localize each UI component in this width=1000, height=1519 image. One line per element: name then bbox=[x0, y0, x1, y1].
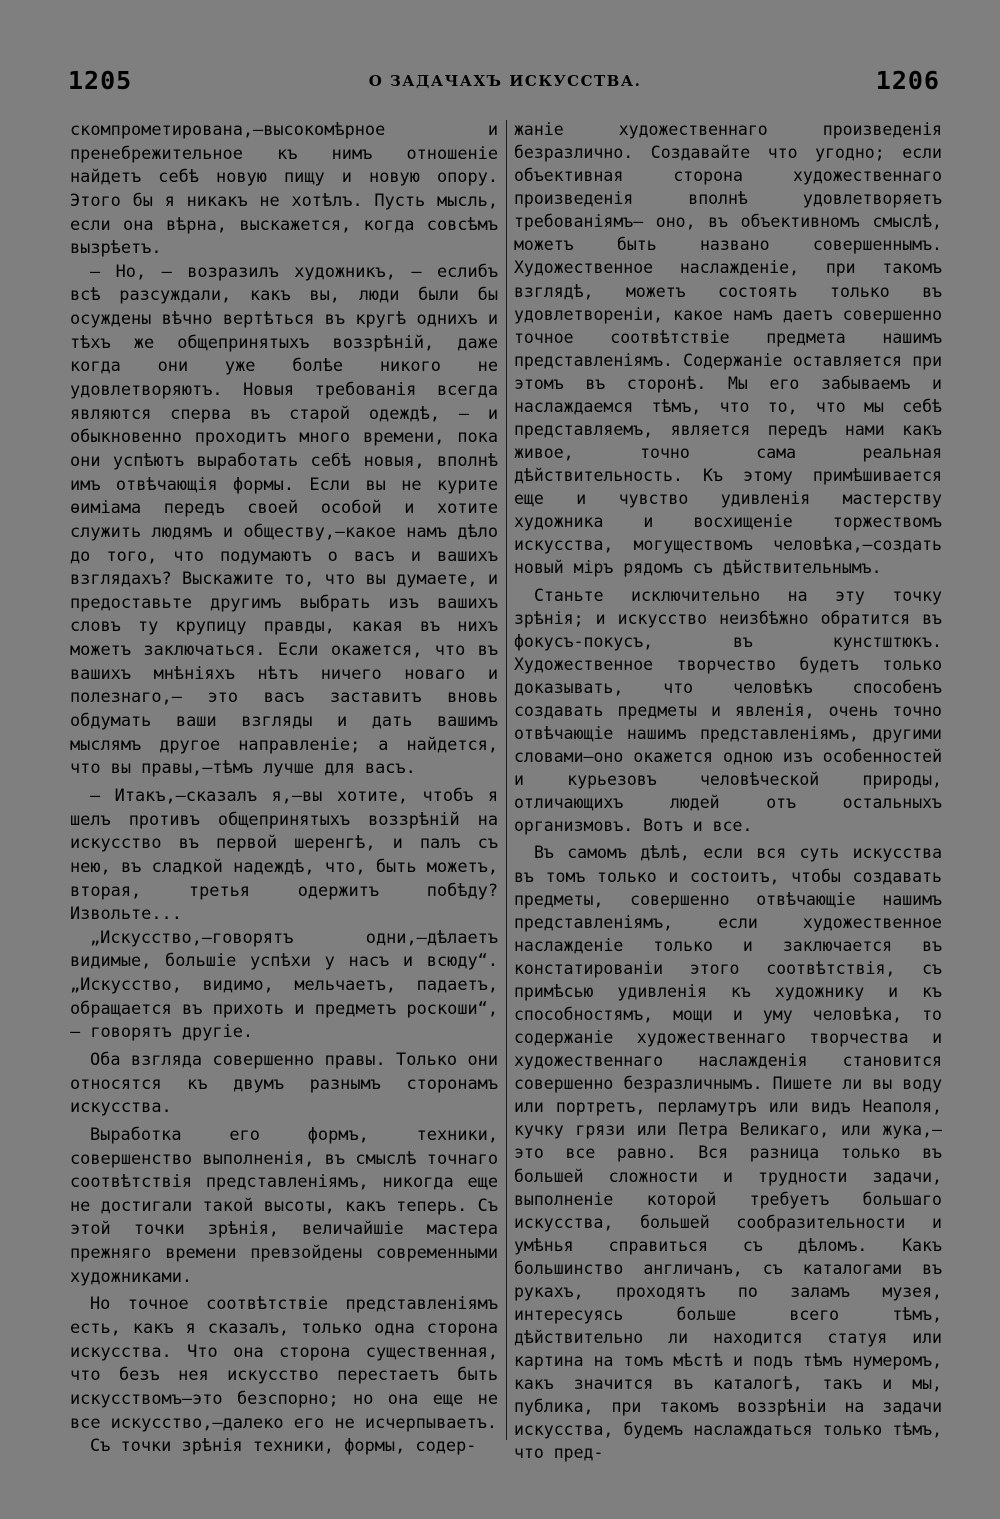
paragraph: — Но, — возразилъ художникъ, — еслибъ всѣ разсуждали, какъ вы, люди были бы осуждены вѣчно вертѣться въ кругѣ однихъ и тѣхъ же общепринятыхъ воззрѣній, даже когда они уже болѣе никого не удовлетворяютъ. Новыя требованія всегда являются сперва въ старой одеждѣ, — и обыкновенно проходитъ много времени, пока они успѣютъ выработать себѣ новыя, вполнѣ имъ отвѣчающія формы. Если вы не курите ѳиміама передъ своей особой и хотите служить людямъ и обществу,—какое намъ дѣло до того, что подумаютъ о васъ и вашихъ взглядахъ? Выскажите то, что вы думаете, и предоставьте другимъ выбрать изъ вашихъ словъ ту крупицу правды, какая въ нихъ можетъ заключаться. Если окажется, что въ вашихъ мнѣніяхъ нѣтъ ничего новаго и полезнаго,— это васъ заставитъ вновь обдумать ваши взгляды и дать вашимъ мыслямъ другое направленіе; а найдется, что вы правы,—тѣмъ лучше для васъ. bbox=[70, 260, 498, 778]
paragraph: Станьте исключительно на эту точку зрѣнія; и искусство неизбѣжно обратится въ фокусъ-покусъ, въ кунстштюкъ. Художественное творчество будетъ только доказывать, что человѣкъ способенъ создавать предметы и явленія, очень точно отвѣчающіе нашимъ представленіямъ, другими словами—оно окажется одною изъ особенностей и курьезовъ человѣческой природы, отличающихъ людей отъ остальныхъ организмовъ. Вотъ и все. bbox=[514, 585, 942, 836]
paragraph: Выработка его формъ, техники, совершенство выполненія, въ смыслѣ точнаго соотвѣтствія представленіямъ, никогда еще не достигали такой высоты, какъ теперь. Съ этой точки зрѣнія, величайшіе мастера прежняго времени превзойдены современными художниками. bbox=[70, 1123, 498, 1286]
paragraph: — Итакъ,—сказалъ я,—вы хотите, чтобъ я шелъ противъ общепринятыхъ воззрѣній на искусство въ первой шеренгѣ, и палъ съ нею, въ сладкой надеждѣ, что, быть можетъ, вторая, третья одержитъ побѣду? Извольте... bbox=[70, 784, 498, 924]
paragraph: „Искусство,—говорятъ одни,—дѣлаетъ видимые, большіе успѣхи у насъ и всюду“. „Искусство, видимо, мельчаетъ, падаетъ, обращается въ прихоть и предметъ роскоши“,— говорятъ другіе. bbox=[70, 926, 498, 1042]
paragraph: Оба взгляда совершенно правы. Только они относятся къ двумъ разнымъ сторонамъ искусства. bbox=[70, 1048, 498, 1117]
paragraph: жаніе художественнаго произведенія безразлично. Создавайте что угодно; если объективная сторона художественнаго произведенія вполнѣ удовлетворяетъ требованіямъ— оно, въ объективномъ смыслѣ, можетъ быть названо совершеннымъ. Художественное наслажденіе, при такомъ взглядѣ, можетъ состоять только въ удовлетвореніи, какое намъ даетъ совершенно точное соотвѣтствіе предмета нашимъ представленіямъ. Содержаніе оставляется при этомъ въ сторонѣ. Мы его забываемъ и наслаждаемся тѣмъ, что то, что мы себѣ представляемъ, является передъ нами какъ живое, точно сама реальная дѣйствительность. Къ этому примѣшивается еще и чувство удивленія мастерству художника и восхищеніе торжествомъ искусства, могуществомъ человѣка,—создать новый міръ рядомъ съ дѣйствительнымъ. bbox=[514, 120, 942, 578]
paragraph: Но точное соотвѣтствіе представленіямъ есть, какъ я сказалъ, только одна сторона искусства. Что она сторона существенная, что безъ нея искусство перестаетъ быть искусствомъ—это безспорно; но она еще не все искусство,—далеко его не исчерпываетъ. bbox=[70, 1293, 498, 1432]
paragraph: Съ точки зрѣнія техники, формы, содер- bbox=[90, 1435, 477, 1456]
paragraph: Въ самомъ дѣлѣ, если вся суть искусства въ томъ только и состоитъ, чтобы создавать предметы, совершенно отвѣчающіе нашимъ представленіямъ, если художественное наслажденіе только и заключается въ констатированіи этого соотвѣтствія, съ примѣсью удивленія къ художнику и къ способностямъ, мощи и уму человѣка, то содержаніе художественнаго творчества и художественнаго наслажденія становится совершенно безразличнымъ. Пишете ли вы воду или портретъ, перламутръ или видъ Неаполя, кучку грязи или Петра Великаго, или жука,—это все равно. Вся разница только въ большей сложности и трудности задачи, выполненіе которой требуетъ большаго искусства, большей сообразительности и умѣнья справиться съ дѣломъ. Какъ большинство англичанъ, съ каталогами въ рукахъ, проходятъ по заламъ музея, интересуясь больше всего тѣмъ, дѣйствительно ли находится статуя или картина на томъ мѣстѣ и подъ тѣмъ нумеромъ, какъ значится въ каталогѣ, такъ и мы, публика, при такомъ воззрѣніи на задачи искусства, будемъ наслаждаться только тѣмъ, что пред- bbox=[514, 843, 942, 1463]
left-column bbox=[70, 118, 498, 1458]
page-header bbox=[66, 66, 944, 102]
paragraph: скомпрометирована,—высокомѣрное и пренебрежительное къ нимъ отношеніе найдетъ себѣ новую пищу и новую опору. Этого бы я никакъ не хотѣлъ. Пусть мысль, если она вѣрна, выскажется, когда совсѣмъ вызрѣетъ. bbox=[70, 119, 498, 258]
page-number-left: 1205 bbox=[68, 66, 133, 95]
right-column bbox=[514, 118, 942, 1465]
page-number-right: 1206 bbox=[875, 66, 940, 95]
running-title: О ЗАДАЧАХЪ ИСКУССТВА. bbox=[368, 72, 642, 90]
column-divider bbox=[506, 120, 507, 1440]
